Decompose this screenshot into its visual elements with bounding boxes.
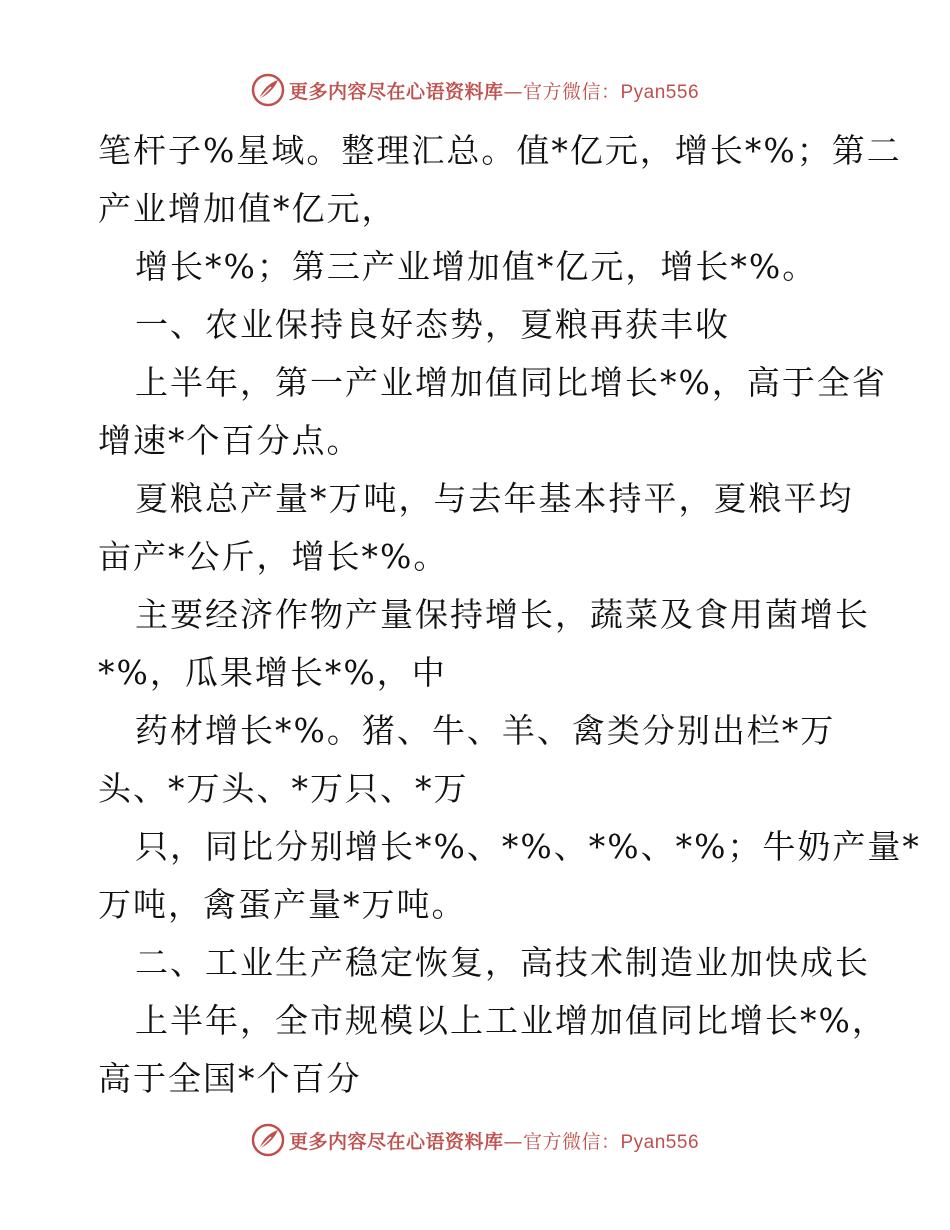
banner-wechat-label: 官方微信： [522, 80, 621, 103]
banner-separator: — [503, 1130, 523, 1153]
banner-separator: — [503, 80, 523, 103]
document-body [98, 122, 921, 1108]
body-line: 笔杆子%星域。整理汇总。值*亿元，增长*%；第二 [98, 131, 902, 170]
banner-brand: 更多内容尽在心语资料库 [288, 1130, 504, 1153]
footer-banner [0, 1120, 950, 1160]
section-heading: 二、工业生产稳定恢复，高技术制造业加快成长 [135, 943, 870, 982]
banner-wechat-label: 官方微信： [522, 1130, 621, 1153]
body-line: 头、*万头、*万只、*万 [98, 769, 469, 808]
banner-text [289, 77, 699, 104]
section-heading: 一、农业保持良好态势，夏粮再获丰收 [135, 305, 730, 344]
body-line: 产业增加值*亿元， [98, 189, 397, 228]
body-line: *%，瓜果增长*%，中 [98, 653, 447, 692]
body-line: 主要经济作物产量保持增长，蔬菜及食用菌增长 [135, 595, 870, 634]
body-line: 高于全国*个百分 [98, 1059, 362, 1098]
body-line: 上半年，第一产业增加值同比增长*%，高于全省 [135, 363, 887, 402]
body-line: 夏粮总产量*万吨，与去年基本持平，夏粮平均 [135, 479, 854, 518]
body-line: 增速*个百分点。 [98, 421, 362, 460]
banner-brand: 更多内容尽在心语资料库 [288, 80, 504, 103]
banner-wechat-id: Pyan556 [620, 1131, 700, 1153]
feather-pen-icon [251, 73, 285, 107]
body-line: 万吨，禽蛋产量*万吨。 [98, 885, 467, 924]
body-line: 上半年，全市规模以上工业增加值同比增长*%， [135, 1001, 887, 1040]
body-line: 增长*%；第三产业增加值*亿元，增长*%。 [135, 247, 818, 286]
body-line: 只，同比分别增长*%、*%、*%、*%；牛奶产量* [135, 827, 921, 866]
feather-pen-icon [251, 1123, 285, 1157]
banner-wechat-id: Pyan556 [620, 81, 700, 103]
body-line: 药材增长*%。猪、牛、羊、禽类分别出栏*万 [135, 711, 836, 750]
header-banner [0, 70, 950, 110]
banner-text [289, 1127, 699, 1154]
body-line: 亩产*公斤，增长*%。 [98, 537, 449, 576]
